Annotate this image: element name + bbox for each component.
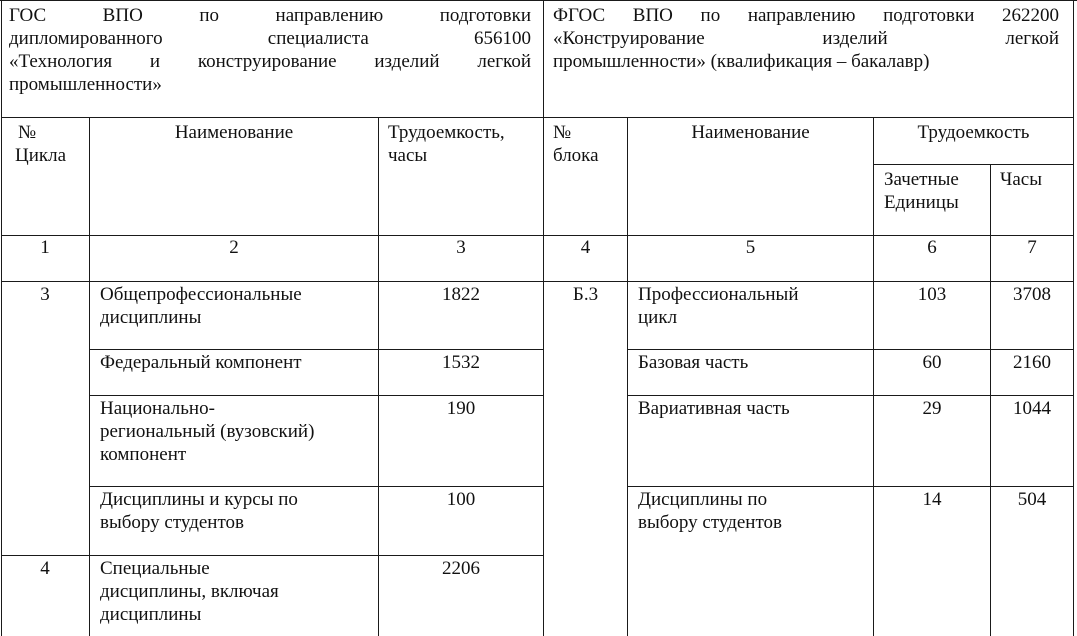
col-cycle-no-symbol: № bbox=[18, 122, 37, 143]
right-row-hours: 1044 bbox=[1013, 398, 1051, 419]
col-hours: Часы bbox=[1000, 169, 1042, 190]
left-row-cycle: 4 bbox=[40, 558, 50, 579]
col-line-right-1 bbox=[627, 118, 628, 636]
col-number-3: 3 bbox=[456, 237, 466, 258]
left-row-name-line: дисциплины, включая bbox=[100, 581, 279, 602]
col-name-right: Наименование bbox=[691, 122, 810, 143]
col-number-1: 1 bbox=[40, 237, 50, 258]
left-header-line-1: ГОС ВПО по направлению подготовки bbox=[9, 5, 531, 26]
right-row-name-line: цикл bbox=[638, 307, 678, 328]
border-left bbox=[1, 0, 2, 636]
left-row-hours: 2206 bbox=[442, 558, 480, 579]
col-block-label: блока bbox=[553, 145, 599, 166]
left-row-name-line: Дисциплины и курсы по bbox=[100, 489, 298, 510]
right-row-credits: 29 bbox=[922, 398, 942, 419]
col-number-2: 2 bbox=[229, 237, 239, 258]
left-row-line-4 bbox=[1, 555, 543, 556]
right-row-credits: 60 bbox=[922, 352, 942, 373]
left-header-line-2: дипломированного специалиста 656100 bbox=[9, 28, 531, 49]
col-number-4: 4 bbox=[580, 237, 591, 258]
right-row-hours: 3708 bbox=[1013, 284, 1051, 305]
header-bottom-line bbox=[1, 117, 1074, 118]
right-block-number: Б.3 bbox=[572, 284, 599, 305]
col-block-no-symbol: № bbox=[553, 122, 572, 143]
right-row-line-1 bbox=[627, 349, 1074, 350]
left-row-line-2 bbox=[89, 395, 543, 396]
left-row-name-line: дисциплины bbox=[100, 604, 202, 625]
col-line-left-1 bbox=[89, 118, 90, 636]
subheader-line bbox=[873, 164, 1074, 165]
left-row-hours: 100 bbox=[446, 489, 476, 510]
colnum-bottom-line bbox=[1, 281, 1074, 282]
right-row-hours: 2160 bbox=[1013, 352, 1051, 373]
border-top bbox=[0, 0, 1077, 1]
col-cycle-label: Цикла bbox=[15, 145, 67, 166]
left-header-line-4: промышленности» bbox=[9, 74, 162, 95]
right-row-name-line: выбору студентов bbox=[638, 512, 782, 533]
left-row-name-line: Национально- bbox=[100, 398, 215, 419]
left-row-name-line: Федеральный компонент bbox=[100, 352, 302, 373]
left-row-name-line: компонент bbox=[100, 444, 187, 465]
left-row-hours: 1822 bbox=[442, 284, 480, 305]
col-labor-left-1: Трудоемкость, bbox=[388, 122, 505, 143]
col-number-5: 5 bbox=[745, 237, 756, 258]
right-row-name-line: Дисциплины по bbox=[638, 489, 768, 510]
right-header-line-3: промышленности» (квалификация – бакалавр) bbox=[553, 51, 930, 72]
right-row-hours: 504 bbox=[1017, 489, 1047, 510]
col-labor-right: Трудоемкость bbox=[917, 122, 1030, 143]
left-header-line-3: «Технология и конструирование изделий легкой bbox=[9, 51, 531, 72]
left-row-name-line: Специальные bbox=[100, 558, 210, 579]
left-row-cycle: 3 bbox=[40, 284, 50, 305]
right-row-name-line: Вариативная часть bbox=[638, 398, 790, 419]
col-number-7: 7 bbox=[1027, 237, 1037, 258]
right-header-line-1: ФГОС ВПО по направлению подготовки 262200 bbox=[553, 5, 1059, 26]
col-labor-left-2: часы bbox=[388, 145, 428, 166]
left-row-name-line: региональный (вузовский) bbox=[100, 421, 315, 442]
left-row-name-line: дисциплины bbox=[100, 307, 202, 328]
col-credits-2: Единицы bbox=[884, 192, 959, 213]
right-header-line-2: «Конструирование изделий легкой bbox=[553, 28, 1059, 49]
left-row-line-3 bbox=[89, 486, 543, 487]
left-row-name-line: Общепрофессиональные bbox=[100, 284, 302, 305]
col-line-right-2 bbox=[873, 118, 874, 636]
divider-center bbox=[543, 0, 544, 636]
right-row-name-line: Базовая часть bbox=[638, 352, 749, 373]
col-name-left: Наименование bbox=[174, 122, 294, 143]
left-row-name-line: выбору студентов bbox=[100, 512, 244, 533]
left-row-hours: 190 bbox=[446, 398, 476, 419]
right-row-credits: 103 bbox=[917, 284, 947, 305]
left-row-hours: 1532 bbox=[442, 352, 480, 373]
right-row-name-line: Профессиональный bbox=[638, 284, 799, 305]
col-number-6: 6 bbox=[927, 237, 937, 258]
col-credits-1: Зачетные bbox=[884, 169, 959, 190]
left-row-line-1 bbox=[89, 349, 543, 350]
right-row-credits: 14 bbox=[922, 489, 942, 510]
right-row-line-2 bbox=[627, 395, 1074, 396]
right-row-line-3 bbox=[627, 486, 1074, 487]
border-right bbox=[1073, 0, 1074, 636]
